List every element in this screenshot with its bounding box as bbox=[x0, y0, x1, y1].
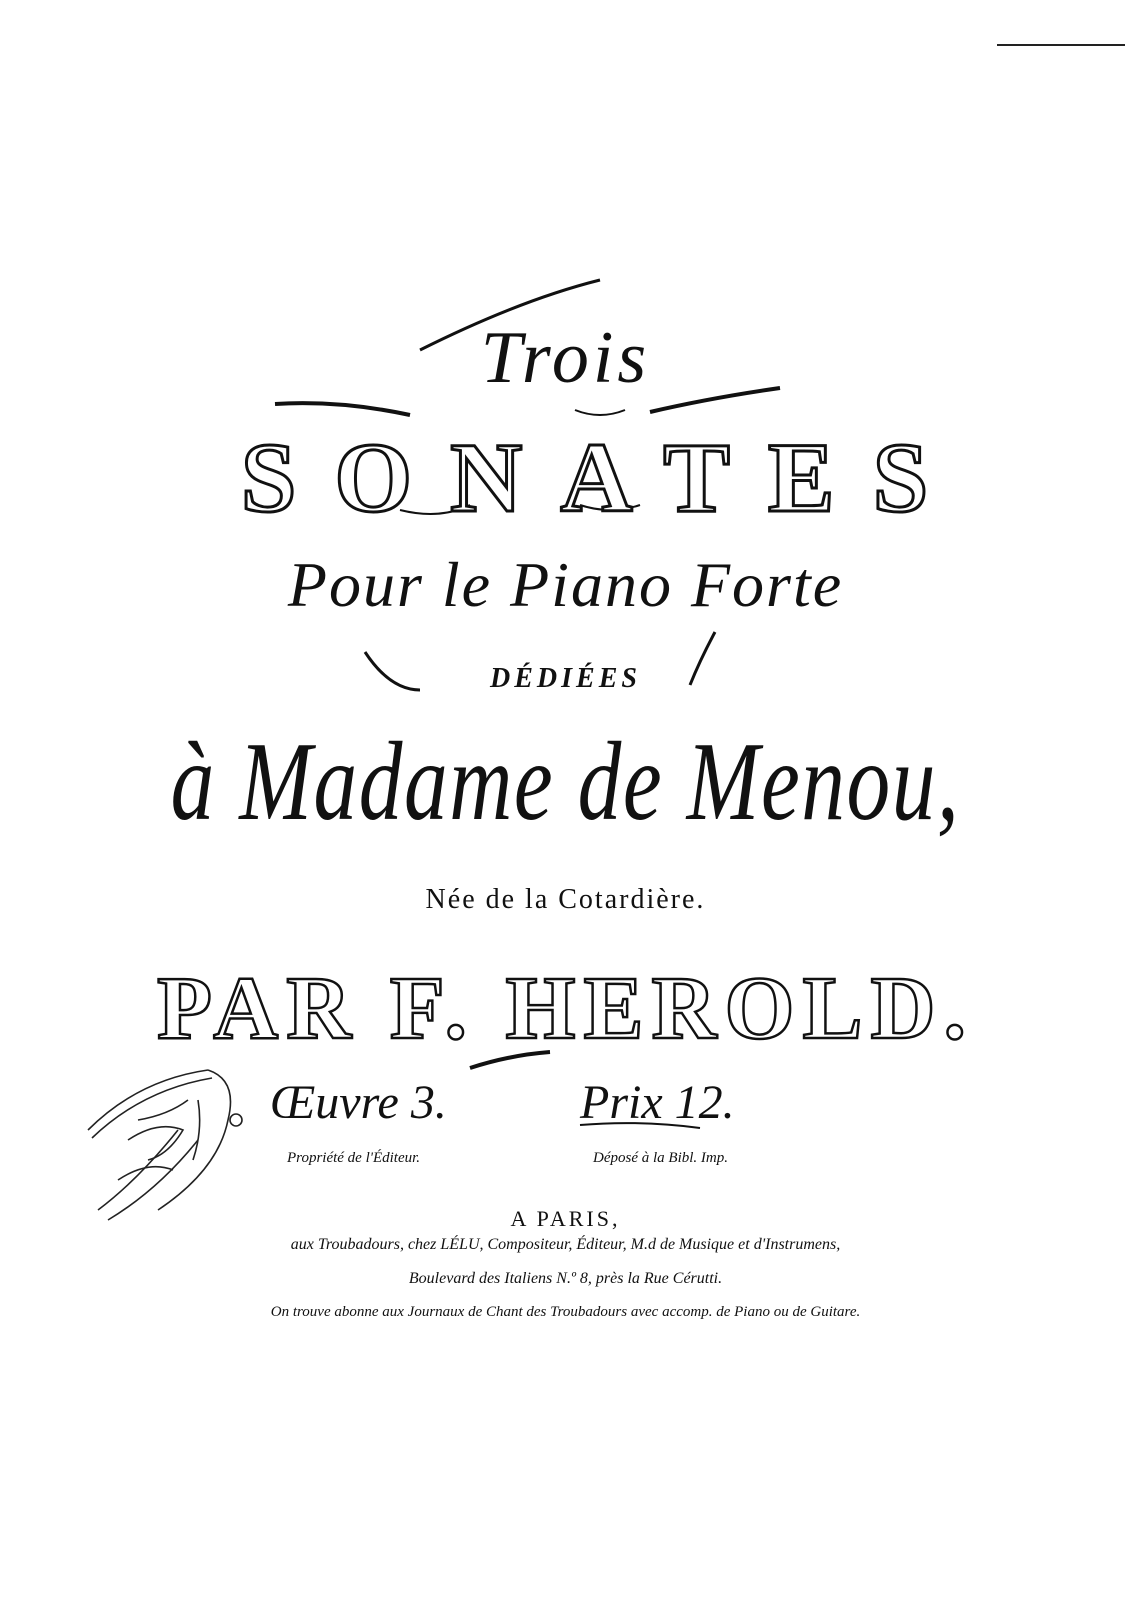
dedication-label: DÉDIÉES bbox=[490, 663, 641, 694]
dedicatee-maiden-name: Née de la Cotardière. bbox=[425, 884, 706, 915]
deposit-note: Déposé à la Bibl. Imp. bbox=[593, 1150, 728, 1166]
subtitle-instrument: Pour le Piano Forte bbox=[287, 549, 844, 620]
publisher-address-line-3: On trouve abonne aux Journaux de Chant des Troubadours avec accomp. de Piano ou de Guitare. bbox=[270, 1304, 861, 1320]
title-sonates: SONATES bbox=[240, 422, 967, 533]
publisher-address-line-2: Boulevard des Italiens N.º 8, près la Rue Cérutti. bbox=[408, 1270, 723, 1287]
publisher-address-line-1: aux Troubadours, chez LÉLU, Compositeur, Éditeur, M.d de Musique et d'Instrumens, bbox=[290, 1236, 841, 1253]
composer-name: PAR F. HEROLD. bbox=[156, 959, 975, 1058]
opus-number: Œuvre 3. bbox=[270, 1076, 447, 1129]
title-trois: Trois bbox=[480, 317, 651, 399]
price: Prix 12. bbox=[580, 1076, 735, 1129]
library-stamp-icon bbox=[78, 1060, 258, 1230]
dedicatee-name: à Madame de Menou, bbox=[170, 720, 961, 844]
publisher-city: A PARIS, bbox=[510, 1206, 621, 1231]
publisher-property-note: Propriété de l'Éditeur. bbox=[287, 1150, 421, 1166]
